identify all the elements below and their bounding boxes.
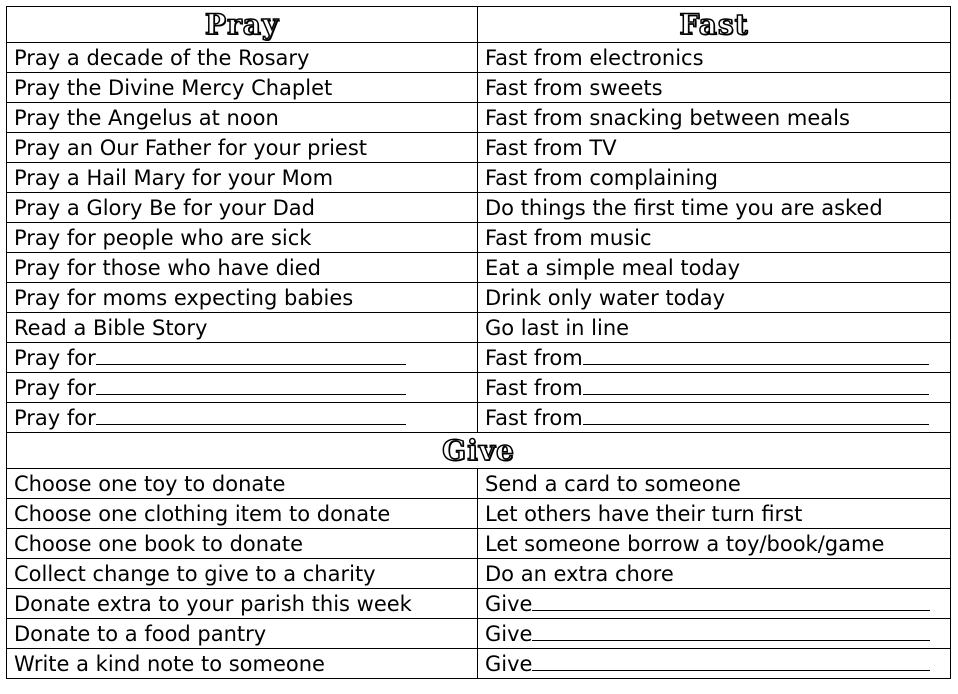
give-cell: Let someone borrow a toy/book/game [478, 529, 951, 559]
table-row [7, 619, 951, 649]
fill-in-blank-line [583, 374, 929, 395]
fast-from-label: Fast from [485, 375, 583, 400]
fast-cell: Fast from snacking between meals [478, 103, 951, 133]
give-label: Give [485, 651, 533, 676]
give-cell: Write a kind note to someone [7, 649, 478, 679]
fast-cell: Go last in line [478, 313, 951, 343]
fast-header: Fast [478, 7, 951, 43]
give-label: Give [485, 621, 533, 646]
give-header-row [7, 433, 951, 469]
pray-for-label: Pray for [14, 405, 96, 430]
fast-blank-cell [478, 403, 951, 433]
fast-cell: Fast from TV [478, 133, 951, 163]
pray-blank-cell [7, 373, 478, 403]
fill-in-blank-line [96, 344, 406, 365]
pray-blank-cell [7, 343, 478, 373]
give-cell: Do an extra chore [478, 559, 951, 589]
give-cell: Send a card to someone [478, 469, 951, 499]
fill-in-blank-line [96, 404, 406, 425]
table-row [7, 133, 951, 163]
pray-cell: Pray the Angelus at noon [7, 103, 478, 133]
table-row [7, 649, 951, 679]
table-row [7, 193, 951, 223]
pray-cell: Pray for people who are sick [7, 223, 478, 253]
give-blank-cell [478, 619, 951, 649]
fill-in-blank-line [96, 374, 406, 395]
pray-cell: Pray for those who have died [7, 253, 478, 283]
fill-in-blank-line [583, 404, 929, 425]
pray-blank-cell [7, 403, 478, 433]
fast-cell: Fast from sweets [478, 73, 951, 103]
give-cell: Choose one clothing item to donate [7, 499, 478, 529]
fast-cell: Eat a simple meal today [478, 253, 951, 283]
fast-cell: Do things the first time you are asked [478, 193, 951, 223]
lent-activities-table [6, 6, 951, 679]
table-row [7, 529, 951, 559]
table-row [7, 43, 951, 73]
give-blank-cell [478, 649, 951, 679]
give-cell: Donate extra to your parish this week [7, 589, 478, 619]
give-label: Give [485, 591, 533, 616]
table-row [7, 73, 951, 103]
pray-cell: Pray a Hail Mary for your Mom [7, 163, 478, 193]
fast-cell: Drink only water today [478, 283, 951, 313]
fill-in-blank-line [532, 650, 930, 671]
give-cell: Choose one book to donate [7, 529, 478, 559]
table-row [7, 163, 951, 193]
pray-cell: Pray the Divine Mercy Chaplet [7, 73, 478, 103]
pray-for-label: Pray for [14, 375, 96, 400]
table-row [7, 373, 951, 403]
pray-cell: Read a Bible Story [7, 313, 478, 343]
give-cell: Let others have their turn first [478, 499, 951, 529]
fast-cell: Fast from electronics [478, 43, 951, 73]
table-row [7, 499, 951, 529]
pray-cell: Pray an Our Father for your priest [7, 133, 478, 163]
fast-from-label: Fast from [485, 345, 583, 370]
fill-in-blank-line [532, 590, 930, 611]
table-row [7, 403, 951, 433]
table-row [7, 253, 951, 283]
give-cell: Donate to a food pantry [7, 619, 478, 649]
pray-cell: Pray for moms expecting babies [7, 283, 478, 313]
give-blank-cell [478, 589, 951, 619]
table-row [7, 313, 951, 343]
fast-blank-cell [478, 373, 951, 403]
table-row [7, 223, 951, 253]
table-row [7, 103, 951, 133]
fast-from-label: Fast from [485, 405, 583, 430]
fill-in-blank-line [583, 344, 929, 365]
give-cell: Choose one toy to donate [7, 469, 478, 499]
table-row [7, 283, 951, 313]
table-row [7, 559, 951, 589]
pray-cell: Pray a decade of the Rosary [7, 43, 478, 73]
table-row [7, 469, 951, 499]
fast-cell: Fast from complaining [478, 163, 951, 193]
table-row [7, 589, 951, 619]
fast-cell: Fast from music [478, 223, 951, 253]
fast-blank-cell [478, 343, 951, 373]
give-cell: Collect change to give to a charity [7, 559, 478, 589]
fill-in-blank-line [532, 620, 930, 641]
give-header: Give [7, 433, 951, 469]
pray-header: Pray [7, 7, 478, 43]
header-row [7, 7, 951, 43]
table-row [7, 343, 951, 373]
pray-for-label: Pray for [14, 345, 96, 370]
pray-cell: Pray a Glory Be for your Dad [7, 193, 478, 223]
